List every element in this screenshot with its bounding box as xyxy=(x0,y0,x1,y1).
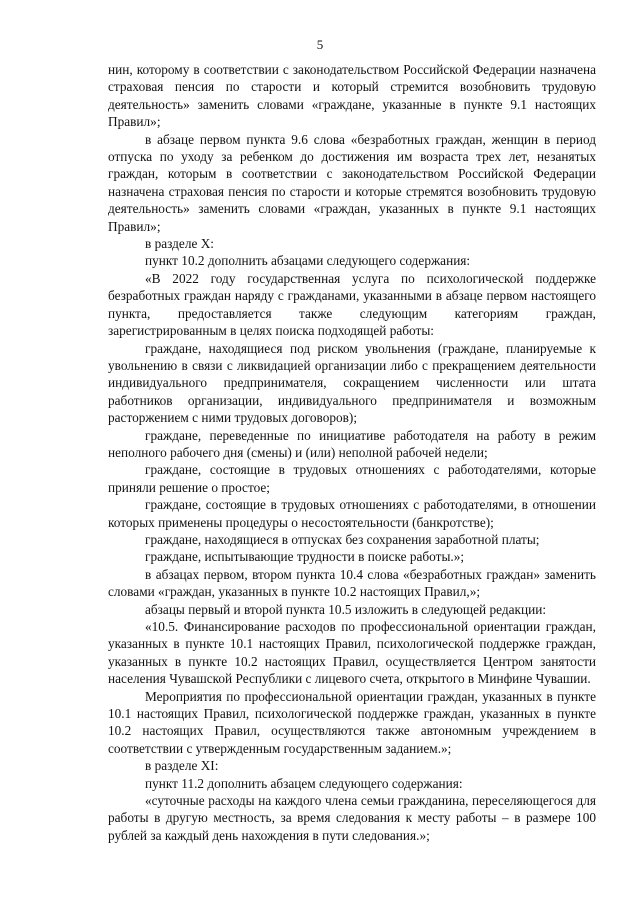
paragraph: граждане, испытывающие трудности в поиске работы.»; xyxy=(145,549,465,565)
paragraph: пункт 11.2 дополнить абзацем следующего содержания: xyxy=(145,775,463,791)
paragraph: в разделе XI: xyxy=(145,758,219,774)
paragraph: в разделе X: xyxy=(145,236,214,252)
paragraph: граждане, переведенные по инициативе работодателя на работу в режим неполного рабочего дня (смены) и (или) неполной рабочей недели; xyxy=(108,427,596,460)
page-number: 5 xyxy=(316,37,324,52)
paragraph: «10.5. Финансирование расходов по профессиональной ориентации граждан, указанных в пункте 10.1 настоящих Правил, психологической поддержке граждан, указанных в пункте 10.2 настоящих Правил, осуществляется Центром занятости населения Чувашской Республики с лицевого счета, открытого в Минфине Чувашии. xyxy=(108,619,596,687)
paragraph: граждане, состоящие в трудовых отношениях с работодателями, которые приняли решение о простое; xyxy=(108,462,596,495)
paragraph: Мероприятия по профессиональной ориентации граждан, указанных в пункте 10.1 настоящих Правил, психологической поддержке граждан, указанных в пункте 10.2 настоящих Правил, осуществляются также автономным учреждением в соответствии с утвержденным государственным заданием.»; xyxy=(108,688,596,756)
paragraph: абзацы первый и второй пункта 10.5 изложить в следующей редакции: xyxy=(145,601,547,617)
paragraph: пункт 10.2 дополнить абзацами следующего содержания: xyxy=(145,253,471,269)
paragraph: граждане, состоящие в трудовых отношениях с работодателями, в отношении которых применены процедуры о несостоятельности (банкротстве); xyxy=(108,497,596,530)
paragraph: «В 2022 году государственная услуга по психологической поддержке безработных граждан наряду с гражданами, указанными в абзаце первом настоящего пункта, предоставляется также следующим категориям граждан, зарегистрированным в целях поиска подходящей работы: xyxy=(108,270,596,339)
paragraph: в абзацах первом, втором пункта 10.4 слова «безработных граждан» заменить словами «граждан, указанных в пункте 10.2 настоящих Правил,»; xyxy=(108,566,596,600)
paragraph: нин, которому в соответствии с законодательством Российской Федерации назначена страховая пенсия по старости и который стремится возобновить трудовую деятельность» заменить словами «граждане, указанные в пункте 9.1 настоящих Правил»; xyxy=(108,62,596,130)
paragraph: граждане, находящиеся под риском увольнения (граждане, планируемые к увольнению в связи с ликвидацией организации либо с прекращением деятельности индивидуального предпринимателя, сокращением численности или штата работников организации, индивидуального предпринимателя и возможным расторжением с ними трудовых договоров); xyxy=(108,340,596,426)
paragraph: граждане, находящиеся в отпусках без сохранения заработной платы; xyxy=(145,531,540,547)
paragraph: «суточные расходы на каждого члена семьи гражданина, переселяющегося для работы в другую местность, за время следования к месту работы – в размере 100 рублей за каждый день нахождения в пути следования.»; xyxy=(108,793,596,843)
document-body xyxy=(108,61,596,844)
paragraph: в абзаце первом пункта 9.6 слова «безработных граждан, женщин в период отпуска по уходу за ребенком до достижения им возраста трех лет, незанятых граждан, которым в соответствии с законодательством Российской Федерации назначена страховая пенсия по старости и которые стремятся возобновить трудовую деятельность» заменить словами «граждан, указанных в пункте 9.1 настоящих Правил»; xyxy=(108,131,596,234)
